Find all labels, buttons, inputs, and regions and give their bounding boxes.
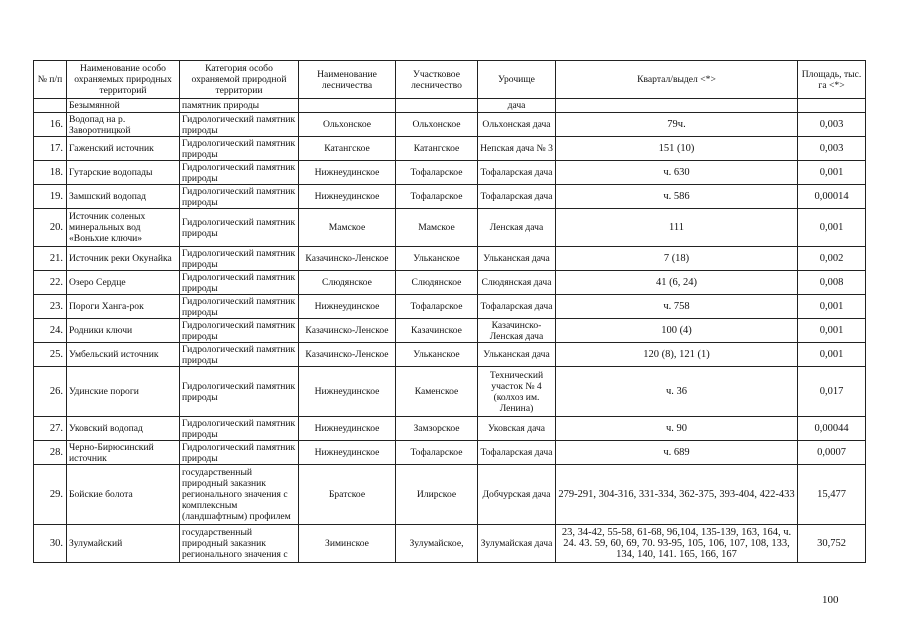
cell-area: 0,001 <box>798 295 866 319</box>
cell-forestry: Нижнеудинское <box>299 185 396 209</box>
cell-quarter: 79ч. <box>556 113 798 137</box>
cell-quarter: 41 (6, 24) <box>556 271 798 295</box>
cell-tract: Непская дача № 3 <box>478 137 556 161</box>
table-row <box>34 295 866 319</box>
table-row <box>34 367 866 417</box>
cell-area: 0,008 <box>798 271 866 295</box>
cell-quarter: 111 <box>556 209 798 247</box>
cell-num: 21. <box>34 247 67 271</box>
cell-cat: Гидрологический памятник природы <box>180 247 299 271</box>
cell-area: 0,002 <box>798 247 866 271</box>
cell-cat: Гидрологический памятник природы <box>180 343 299 367</box>
cell-quarter: 7 (18) <box>556 247 798 271</box>
cell-num: 26. <box>34 367 67 417</box>
cell-tract: Ульканская дача <box>478 343 556 367</box>
cell-tract: Слюдянская дача <box>478 271 556 295</box>
cell-forestry: Катангское <box>299 137 396 161</box>
cell-name: Безымянной <box>67 99 180 113</box>
cell-tract: Ульканская дача <box>478 247 556 271</box>
table-row <box>34 417 866 441</box>
cell-area: 0,017 <box>798 367 866 417</box>
cell-name: Гаженский источник <box>67 137 180 161</box>
cell-district: Тофаларское <box>396 185 478 209</box>
cell-cat: памятник природы <box>180 99 299 113</box>
cell-tract: Ленская дача <box>478 209 556 247</box>
cell-district: Ульканское <box>396 343 478 367</box>
cell-forestry: Нижнеудинское <box>299 441 396 465</box>
header-cell: Площадь, тыс. га <*> <box>798 61 866 99</box>
cell-area: 0,00014 <box>798 185 866 209</box>
table-row <box>34 465 866 525</box>
cell-num: 30. <box>34 525 67 563</box>
cell-district: Мамское <box>396 209 478 247</box>
table-row <box>34 113 866 137</box>
cell-num: 18. <box>34 161 67 185</box>
cell-name: Пороги Ханга-рок <box>67 295 180 319</box>
cell-district: Тофаларское <box>396 161 478 185</box>
cell-name: Удинские пороги <box>67 367 180 417</box>
cell-forestry: Казачинско-Ленское <box>299 247 396 271</box>
cell-forestry: Нижнеудинское <box>299 417 396 441</box>
cell-name: Умбельский источник <box>67 343 180 367</box>
table-row <box>34 319 866 343</box>
table-row <box>34 137 866 161</box>
cell-num: 27. <box>34 417 67 441</box>
header-cell: Участковое лесничество <box>396 61 478 99</box>
cell-name: Зулумайский <box>67 525 180 563</box>
cell-forestry: Братское <box>299 465 396 525</box>
cell-area: 0,001 <box>798 161 866 185</box>
cell-district: Казачинское <box>396 319 478 343</box>
cell-forestry: Нижнеудинское <box>299 161 396 185</box>
cell-district: Каменское <box>396 367 478 417</box>
cell-area: 0,00044 <box>798 417 866 441</box>
cell-cat: Гидрологический памятник природы <box>180 367 299 417</box>
cell-forestry: Нижнеудинское <box>299 295 396 319</box>
cell-district: Замзорское <box>396 417 478 441</box>
cell-quarter: ч. 630 <box>556 161 798 185</box>
cell-district: Зулумайское, <box>396 525 478 563</box>
cell-district: Илирское <box>396 465 478 525</box>
cell-name: Озеро Сердце <box>67 271 180 295</box>
table-row <box>34 99 866 113</box>
cell-cat: Гидрологический памятник природы <box>180 417 299 441</box>
table-row <box>34 247 866 271</box>
cell-name: Водопад на р. Заворотницкой <box>67 113 180 137</box>
cell-cat: Гидрологический памятник природы <box>180 113 299 137</box>
cell-cat: Гидрологический памятник природы <box>180 161 299 185</box>
cell-num: 28. <box>34 441 67 465</box>
cell-forestry: Ольхонское <box>299 113 396 137</box>
cell-cat: Гидрологический памятник природы <box>180 137 299 161</box>
cell-cat: Гидрологический памятник природы <box>180 271 299 295</box>
table-row <box>34 343 866 367</box>
cell-forestry: Зиминское <box>299 525 396 563</box>
cell-cat: Гидрологический памятник природы <box>180 295 299 319</box>
cell-quarter: ч. 758 <box>556 295 798 319</box>
cell-area: 0,001 <box>798 209 866 247</box>
header-cell: Категория особо охраняемой природной территории <box>180 61 299 99</box>
cell-quarter: 23, 34-42, 55-58, 61-68, 96,104, 135-139, 163, 164, ч. 24. 43. 59, 60, 69, 70. 93-95, 105, 106, 107, 108, 133, 134, 140, 141. 165, 166, 167 <box>556 525 798 563</box>
page-number: 100 <box>822 594 839 606</box>
cell-tract: Добчурская дача <box>478 465 556 525</box>
cell-district: Тофаларское <box>396 441 478 465</box>
cell-tract: дача <box>478 99 556 113</box>
cell-num: 24. <box>34 319 67 343</box>
cell-forestry: Казачинско-Ленское <box>299 319 396 343</box>
cell-name: Источник соленых минеральных вод «Воньхие ключи» <box>67 209 180 247</box>
cell-cat: Гидрологический памятник природы <box>180 185 299 209</box>
cell-name: Замшский водопад <box>67 185 180 209</box>
cell-quarter: 120 (8), 121 (1) <box>556 343 798 367</box>
cell-num <box>34 99 67 113</box>
table-row <box>34 271 866 295</box>
header-cell: Наименование особо охраняемых природных территорий <box>67 61 180 99</box>
cell-district <box>396 99 478 113</box>
cell-quarter <box>556 99 798 113</box>
cell-name: Черно-Бирюсинский источник <box>67 441 180 465</box>
table-row <box>34 441 866 465</box>
cell-district: Слюдянское <box>396 271 478 295</box>
cell-forestry: Казачинско-Ленское <box>299 343 396 367</box>
cell-tract: Ольхонская дача <box>478 113 556 137</box>
cell-name: Родники ключи <box>67 319 180 343</box>
cell-num: 29. <box>34 465 67 525</box>
cell-quarter: 100 (4) <box>556 319 798 343</box>
table-row <box>34 525 866 563</box>
cell-area <box>798 99 866 113</box>
cell-num: 16. <box>34 113 67 137</box>
table-row <box>34 161 866 185</box>
header-cell: Наименование лесничества <box>299 61 396 99</box>
cell-name: Источник реки Окунайка <box>67 247 180 271</box>
cell-area: 15,477 <box>798 465 866 525</box>
cell-num: 17. <box>34 137 67 161</box>
cell-num: 25. <box>34 343 67 367</box>
cell-cat: государственный природный заказник регионального значения с <box>180 525 299 563</box>
table-row <box>34 209 866 247</box>
header-cell: Урочище <box>478 61 556 99</box>
cell-cat: Гидрологический памятник природы <box>180 319 299 343</box>
cell-forestry <box>299 99 396 113</box>
cell-forestry: Нижнеудинское <box>299 367 396 417</box>
table-header-row <box>34 61 866 99</box>
cell-area: 0,001 <box>798 343 866 367</box>
cell-quarter: ч. 689 <box>556 441 798 465</box>
cell-tract: Тофаларская дача <box>478 295 556 319</box>
table-row <box>34 185 866 209</box>
cell-name: Уковский водопад <box>67 417 180 441</box>
cell-tract: Тофаларская дача <box>478 161 556 185</box>
cell-area: 30,752 <box>798 525 866 563</box>
cell-area: 0,003 <box>798 113 866 137</box>
protected-areas-table <box>33 60 866 563</box>
cell-quarter: 279-291, 304-316, 331-334, 362-375, 393-404, 422-433 <box>556 465 798 525</box>
cell-num: 20. <box>34 209 67 247</box>
cell-forestry: Слюдянское <box>299 271 396 295</box>
cell-num: 19. <box>34 185 67 209</box>
cell-district: Катангское <box>396 137 478 161</box>
cell-quarter: 151 (10) <box>556 137 798 161</box>
cell-tract: Технический участок № 4 (колхоз им. Ленина) <box>478 367 556 417</box>
cell-forestry: Мамское <box>299 209 396 247</box>
cell-name: Бойские болота <box>67 465 180 525</box>
document-page <box>33 60 865 563</box>
header-cell: № п/п <box>34 61 67 99</box>
cell-num: 22. <box>34 271 67 295</box>
cell-district: Ольхонское <box>396 113 478 137</box>
cell-district: Тофаларское <box>396 295 478 319</box>
cell-tract: Зулумайская дача <box>478 525 556 563</box>
cell-district: Ульканское <box>396 247 478 271</box>
cell-tract: Уковская дача <box>478 417 556 441</box>
cell-quarter: ч. 36 <box>556 367 798 417</box>
header-cell: Квартал/выдел <*> <box>556 61 798 99</box>
cell-cat: Гидрологический памятник природы <box>180 209 299 247</box>
cell-tract: Тофаларская дача <box>478 185 556 209</box>
cell-name: Гутарские водопады <box>67 161 180 185</box>
cell-tract: Тофаларская дача <box>478 441 556 465</box>
cell-num: 23. <box>34 295 67 319</box>
cell-quarter: ч. 586 <box>556 185 798 209</box>
cell-quarter: ч. 90 <box>556 417 798 441</box>
cell-tract: Казачинско-Ленская дача <box>478 319 556 343</box>
cell-cat: Гидрологический памятник природы <box>180 441 299 465</box>
cell-area: 0,001 <box>798 319 866 343</box>
cell-cat: государственный природный заказник регионального значения с комплексным (ландшафтным) профилем <box>180 465 299 525</box>
cell-area: 0,003 <box>798 137 866 161</box>
cell-area: 0,0007 <box>798 441 866 465</box>
